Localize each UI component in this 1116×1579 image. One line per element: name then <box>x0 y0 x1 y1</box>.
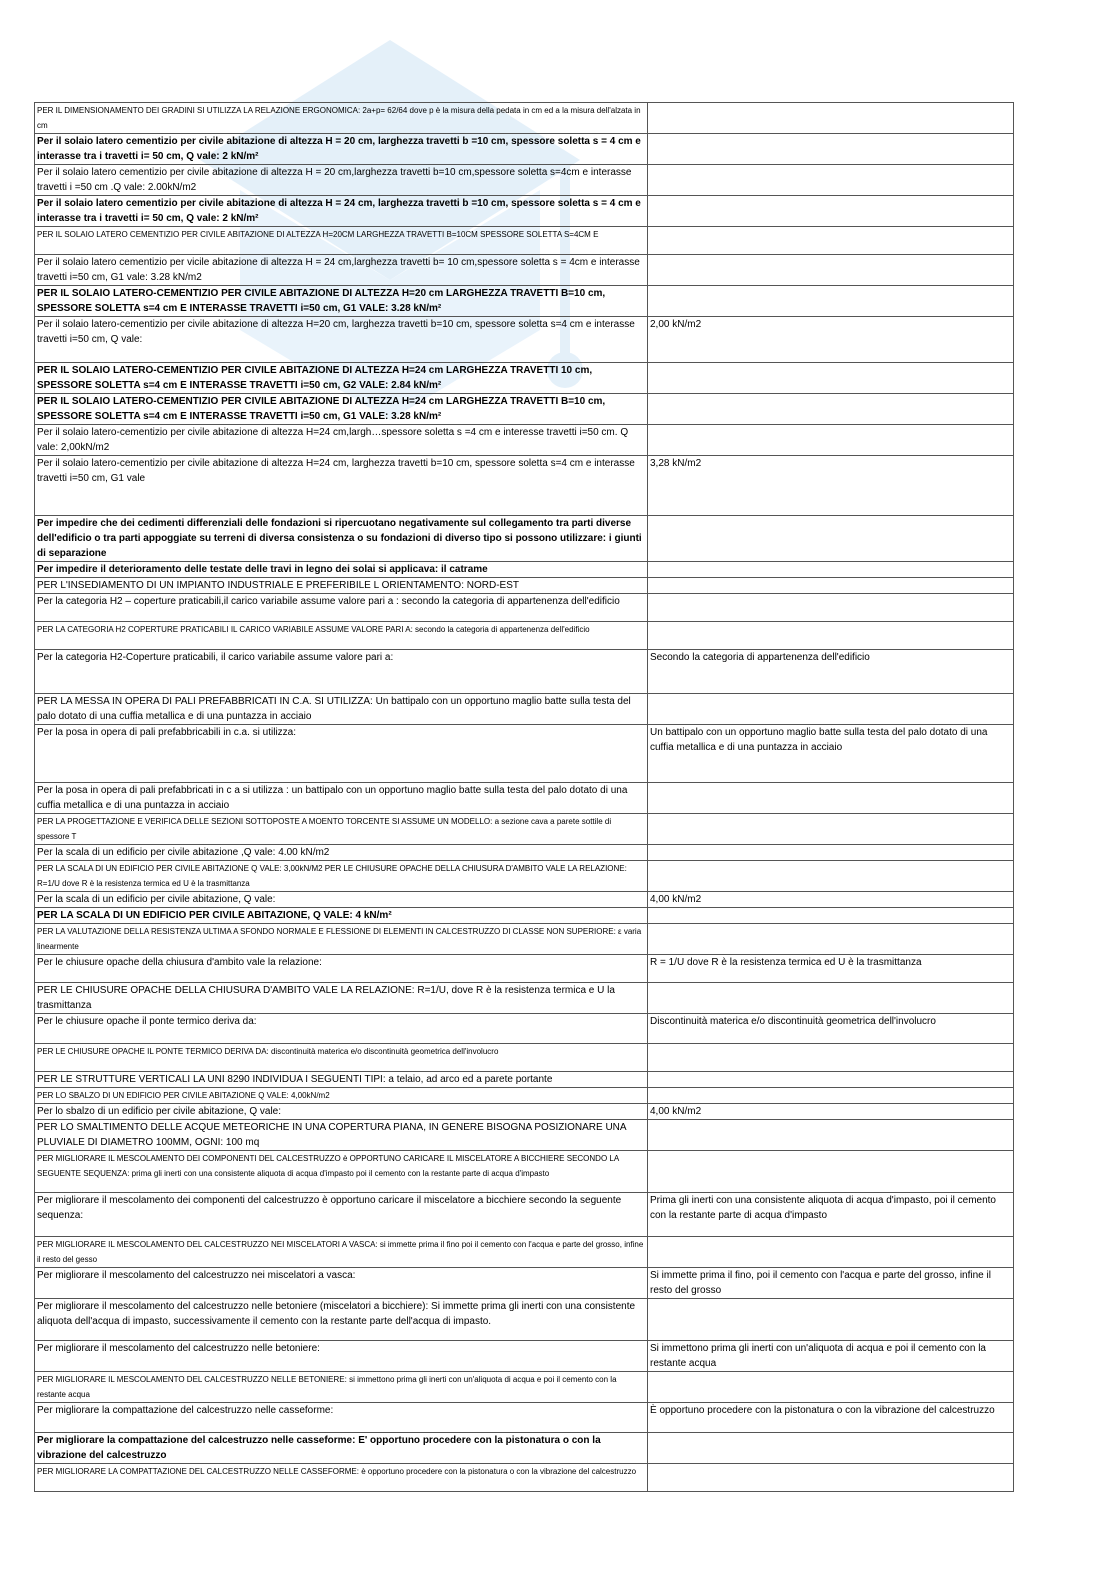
answer-cell: Prima gli inerti con una consistente aliquota di acqua d'impasto, poi il cemento con la restante parte di acqua d'impasto <box>648 1193 1014 1237</box>
question-cell: PER IL SOLAIO LATERO-CEMENTIZIO PER CIVILE ABITAZIONE DI ALTEZZA H=24 cm LARGHEZZA TRAVETTI B=10 cm, SPESSORE SOLETTA s=4 cm E INTERASSE TRAVETTI i=50 cm, G1 VALE: 3.28 kN/m² <box>35 394 648 425</box>
answer-cell: 4,00 kN/m2 <box>648 892 1014 908</box>
question-cell: Per la scala di un edificio per civile abitazione, Q vale: <box>35 892 648 908</box>
answer-cell <box>648 1299 1014 1341</box>
question-cell: Per il solaio latero cementizio per vicile abitazione di altezza H = 24 cm,larghezza travetti b= 10 cm,spessore soletta s = 4cm e interasse travetti i=50 cm, G1 vale: 3.28 kN/m2 <box>35 255 648 286</box>
answer-cell <box>648 1120 1014 1151</box>
question-cell: Per migliorare il mescolamento del calcestruzzo nei miscelatori a vasca: <box>35 1268 648 1299</box>
question-cell: PER IL SOLAIO LATERO CEMENTIZIO PER CIVILE ABITAZIONE DI ALTEZZA H=20CM LARGHEZZA TRAVETTI B=10CM SPESSORE SOLETTA S=4CM E <box>35 227 648 255</box>
answer-cell <box>648 1088 1014 1104</box>
answer-cell <box>648 103 1014 134</box>
answer-cell <box>648 594 1014 622</box>
answer-cell <box>648 908 1014 924</box>
table-row <box>35 861 1014 892</box>
question-cell: Per migliorare la compattazione del calcestruzzo nelle casseforme: <box>35 1403 648 1433</box>
table-row <box>35 908 1014 924</box>
table-row <box>35 1151 1014 1193</box>
answer-cell <box>648 196 1014 227</box>
table-row <box>35 650 1014 694</box>
question-cell: Per il solaio latero-cementizio per civile abitazione di altezza H=20 cm, larghezza travetti b=10 cm, spessore soletta s=4 cm e interasse travetti i=50 cm, Q vale: <box>35 317 648 363</box>
table-row <box>35 1372 1014 1403</box>
table-row <box>35 955 1014 983</box>
answer-cell: 4,00 kN/m2 <box>648 1104 1014 1120</box>
answer-cell <box>648 622 1014 650</box>
answer-cell <box>648 694 1014 725</box>
question-cell: PER LA SCALA DI UN EDIFICIO PER CIVILE ABITAZIONE, Q VALE: 4 kN/m² <box>35 908 648 924</box>
table-row <box>35 456 1014 516</box>
question-cell: PER LO SBALZO DI UN EDIFICIO PER CIVILE ABITAZIONE Q VALE: 4,00kN/m2 <box>35 1088 648 1104</box>
table-row <box>35 783 1014 814</box>
answer-cell <box>648 562 1014 578</box>
question-cell: Per la categoria H2-Coperture praticabili, il carico variabile assume valore pari a: <box>35 650 648 694</box>
question-cell: PER L'INSEDIAMENTO DI UN IMPIANTO INDUSTRIALE E PREFERIBILE L ORIENTAMENTO: NORD-EST <box>35 578 648 594</box>
table-row <box>35 134 1014 165</box>
answer-cell <box>648 983 1014 1014</box>
question-cell: Per la categoria H2 – coperture praticabili,il carico variabile assume valore pari a : secondo la categoria di appartenenza dell'edificio <box>35 594 648 622</box>
table-row <box>35 1120 1014 1151</box>
table-row <box>35 1299 1014 1341</box>
question-cell: Per le chiusure opache il ponte termico deriva da: <box>35 1014 648 1044</box>
answer-cell: Un battipalo con un opportuno maglio batte sulla testa del palo dotato di una cuffia metallica e di una puntazza in acciaio <box>648 725 1014 783</box>
table-row <box>35 1088 1014 1104</box>
question-cell: Per lo sbalzo di un edificio per civile abitazione, Q vale: <box>35 1104 648 1120</box>
question-cell: PER MIGLIORARE IL MESCOLAMENTO DEL CALCESTRUZZO NELLE BETONIERE: si immettono prima gli inerti con un'aliquota di acqua e poi il cemento con la restante acqua <box>35 1372 648 1403</box>
question-cell: Per migliorare il mescolamento del calcestruzzo nelle betoniere (miscelatori a bicchiere): Si immette prima gli inerti con una consistente aliquota dell'acqua di impasto, successivamente il cemento con la restante parte dell'acqua di impasto. <box>35 1299 648 1341</box>
answer-cell <box>648 1237 1014 1268</box>
answer-cell: 3,28 kN/m2 <box>648 456 1014 516</box>
table-row <box>35 363 1014 394</box>
table-row <box>35 1014 1014 1044</box>
question-cell: Per il solaio latero cementizio per civile abitazione di altezza H = 20 cm, larghezza travetti b =10 cm, spessore soletta s = 4 cm e interasse tra i travetti i= 50 cm, Q vale: 2 kN/m² <box>35 134 648 165</box>
question-cell: PER IL DIMENSIONAMENTO DEI GRADINI SI UTILIZZA LA RELAZIONE ERGONOMICA: 2a+p= 62/64 dove p è la misura della pedata in cm ed a la misura dell'alzata in cm <box>35 103 648 134</box>
question-cell: PER LE STRUTTURE VERTICALI LA UNI 8290 INDIVIDUA I SEGUENTI TIPI: a telaio, ad arco ed a parete portante <box>35 1072 648 1088</box>
answer-cell <box>648 861 1014 892</box>
table-row <box>35 317 1014 363</box>
table-row <box>35 516 1014 562</box>
table-row <box>35 1072 1014 1088</box>
answer-cell <box>648 924 1014 955</box>
question-cell: PER LE CHIUSURE OPACHE IL PONTE TERMICO DERIVA DA: discontinuità materica e/o discontinuità geometrica dell'involucro <box>35 1044 648 1072</box>
answer-cell <box>648 1151 1014 1193</box>
table-row <box>35 578 1014 594</box>
table-row <box>35 924 1014 955</box>
table-row <box>35 562 1014 578</box>
answer-cell: 2,00 kN/m2 <box>648 317 1014 363</box>
question-cell: PER LO SMALTIMENTO DELLE ACQUE METEORICHE IN UNA COPERTURA PIANA, IN GENERE BISOGNA POSIZIONARE UNA PLUVIALE DI DIAMETRO 100MM, OGNI: 100 mq <box>35 1120 648 1151</box>
question-cell: Per le chiusure opache della chiusura d'ambito vale la relazione: <box>35 955 648 983</box>
question-cell: PER MIGLIORARE IL MESCOLAMENTO DEL CALCESTRUZZO NEI MISCELATORI A VASCA: si immette prima il fino poi il cemento con l'acqua e parte del grosso, infine il resto del gesso <box>35 1237 648 1268</box>
answer-cell <box>648 227 1014 255</box>
answer-cell <box>648 516 1014 562</box>
question-cell: Per impedire che dei cedimenti differenziali delle fondazioni si ripercuotano negativamente sul collegamento tra parti diverse dell'edificio o tra parti appoggiate su terreni di diversa consistenza o su fondazioni di diverso tipo si possono utilizzare: i giunti di separazione <box>35 516 648 562</box>
answer-cell: Si immette prima il fino, poi il cemento con l'acqua e parte del grosso, infine il resto del grosso <box>648 1268 1014 1299</box>
question-cell: PER LA PROGETTAZIONE E VERIFICA DELLE SEZIONI SOTTOPOSTE A MOENTO TORCENTE SI ASSUME UN MODELLO: a sezione cava a parete sottile di spessore T <box>35 814 648 845</box>
table-row <box>35 394 1014 425</box>
question-cell: Per il solaio latero cementizio per civile abitazione di altezza H = 20 cm,larghezza travetti b=10 cm,spessore soletta s=4cm e interasse travetti i =50 cm .Q vale: 2.00kN/m2 <box>35 165 648 196</box>
answer-cell <box>648 1072 1014 1088</box>
answer-cell <box>648 814 1014 845</box>
answer-cell: R = 1/U dove R è la resistenza termica ed U è la trasmittanza <box>648 955 1014 983</box>
question-cell: PER IL SOLAIO LATERO-CEMENTIZIO PER CIVILE ABITAZIONE DI ALTEZZA H=24 cm LARGHEZZA TRAVETTI 10 cm, SPESSORE SOLETTA s=4 cm E INTERASSE TRAVETTI i=50 cm, G2 VALE: 2.84 kN/m² <box>35 363 648 394</box>
question-cell: Per migliorare il mescolamento dei componenti del calcestruzzo è opportuno caricare il miscelatore a bicchiere secondo la seguente sequenza: <box>35 1193 648 1237</box>
table-row <box>35 165 1014 196</box>
table-row <box>35 1237 1014 1268</box>
table-row <box>35 286 1014 317</box>
question-cell: PER LE CHIUSURE OPACHE DELLA CHIUSURA D'AMBITO VALE LA RELAZIONE: R=1/U, dove R è la resistenza termica e U la trasmittanza <box>35 983 648 1014</box>
answer-cell: Discontinuità materica e/o discontinuità geometrica dell'involucro <box>648 1014 1014 1044</box>
question-cell: PER LA CATEGORIA H2 COPERTURE PRATICABILI IL CARICO VARIABILE ASSUME VALORE PARI A: secondo la categoria di appartenenza dell'edificio <box>35 622 648 650</box>
table-row <box>35 892 1014 908</box>
table-row <box>35 255 1014 286</box>
answer-cell <box>648 1044 1014 1072</box>
question-cell: Per il solaio latero cementizio per civile abitazione di altezza H = 24 cm, larghezza travetti b =10 cm, spessore soletta s = 4 cm e interasse tra i travetti i= 50 cm, Q vale: 2 kN/m² <box>35 196 648 227</box>
answer-cell <box>648 425 1014 456</box>
answer-cell: È opportuno procedere con la pistonatura o con la vibrazione del calcestruzzo <box>648 1403 1014 1433</box>
table-row <box>35 845 1014 861</box>
table-row <box>35 694 1014 725</box>
answer-cell <box>648 845 1014 861</box>
answer-cell <box>648 286 1014 317</box>
table-row <box>35 725 1014 783</box>
table-row <box>35 1403 1014 1433</box>
answer-cell <box>648 255 1014 286</box>
question-cell: PER IL SOLAIO LATERO-CEMENTIZIO PER CIVILE ABITAZIONE DI ALTEZZA H=20 cm LARGHEZZA TRAVETTI B=10 cm, SPESSORE SOLETTA s=4 cm E INTERASSE TRAVETTI i=50 cm, G1 VALE: 3.28 kN/m² <box>35 286 648 317</box>
answer-cell <box>648 1372 1014 1403</box>
table-row <box>35 425 1014 456</box>
answer-cell <box>648 1433 1014 1464</box>
table-row <box>35 1464 1014 1492</box>
quiz-table <box>34 102 1014 1492</box>
table-row <box>35 814 1014 845</box>
table-row <box>35 1104 1014 1120</box>
question-cell: PER MIGLIORARE LA COMPATTAZIONE DEL CALCESTRUZZO NELLE CASSEFORME: è opportuno procedere con la pistonatura o con la vibrazione del calcestruzzo <box>35 1464 648 1492</box>
question-cell: Per il solaio latero-cementizio per civile abitazione di altezza H=24 cm, larghezza travetti b=10 cm, spessore soletta s=4 cm e interasse travetti i=50 cm, G1 vale <box>35 456 648 516</box>
table-row <box>35 1341 1014 1372</box>
question-cell: Per il solaio latero-cementizio per civile abitazione di altezza H=24 cm,largh…spessore soletta s =4 cm e interesse travetti i=50 cm. Q vale: 2,00kN/m2 <box>35 425 648 456</box>
question-cell: PER LA VALUTAZIONE DELLA RESISTENZA ULTIMA A SFONDO NORMALE E FLESSIONE DI ELEMENTI IN CALCESTRUZZO DI CLASSE NON SUPERIORE: ε varia linearmente <box>35 924 648 955</box>
question-cell: Per la scala di un edificio per civile abitazione ,Q vale: 4.00 kN/m2 <box>35 845 648 861</box>
question-cell: PER MIGLIORARE IL MESCOLAMENTO DEI COMPONENTI DEL CALCESTRUZZO è OPPORTUNO CARICARE IL MISCELATORE A BICCHIERE SECONDO LA SEGUENTE SEQUENZA: prima gli inerti con una consistente aliquota di acqua d'impasto poi il cemento con la restante parte di acqua d'impasto <box>35 1151 648 1193</box>
answer-cell <box>648 394 1014 425</box>
table-row <box>35 594 1014 622</box>
question-cell: Per impedire il deterioramento delle testate delle travi in legno dei solai si applicava: il catrame <box>35 562 648 578</box>
answer-cell <box>648 1464 1014 1492</box>
answer-cell <box>648 363 1014 394</box>
question-cell: Per la posa in opera di pali prefabbricati in c a si utilizza : un battipalo con un opportuno maglio batte sulla testa del palo dotato di una cuffia metallica e di una puntazza in acciaio <box>35 783 648 814</box>
table-row <box>35 227 1014 255</box>
table-row <box>35 983 1014 1014</box>
question-cell: PER LA MESSA IN OPERA DI PALI PREFABBRICATI IN C.A. SI UTILIZZA: Un battipalo con un opportuno maglio batte sulla testa del palo dotato di una cuffia metallica e di una puntazza in acciaio <box>35 694 648 725</box>
question-cell: Per la posa in opera di pali prefabbricabili in c.a. si utilizza: <box>35 725 648 783</box>
answer-cell <box>648 578 1014 594</box>
answer-cell <box>648 134 1014 165</box>
answer-cell: Secondo la categoria di appartenenza dell'edificio <box>648 650 1014 694</box>
table-row <box>35 1193 1014 1237</box>
answer-cell <box>648 165 1014 196</box>
question-cell: Per migliorare il mescolamento del calcestruzzo nelle betoniere: <box>35 1341 648 1372</box>
answer-cell <box>648 783 1014 814</box>
table-row <box>35 1268 1014 1299</box>
answer-cell: Si immettono prima gli inerti con un'aliquota di acqua e poi il cemento con la restante acqua <box>648 1341 1014 1372</box>
table-row <box>35 622 1014 650</box>
table-row <box>35 1433 1014 1464</box>
table-row <box>35 103 1014 134</box>
question-cell: PER LA SCALA DI UN EDIFICIO PER CIVILE ABITAZIONE Q VALE: 3,00kN/M2 PER LE CHIUSURE OPACHE DELLA CHIUSURA D'AMBITO VALE LA RELAZIONE: R=1/U dove R è la resistenza termica ed U è la trasmittanza <box>35 861 648 892</box>
table-row <box>35 1044 1014 1072</box>
question-cell: Per migliorare la compattazione del calcestruzzo nelle casseforme: E' opportuno procedere con la pistonatura o con la vibrazione del calcestruzzo <box>35 1433 648 1464</box>
table-row <box>35 196 1014 227</box>
